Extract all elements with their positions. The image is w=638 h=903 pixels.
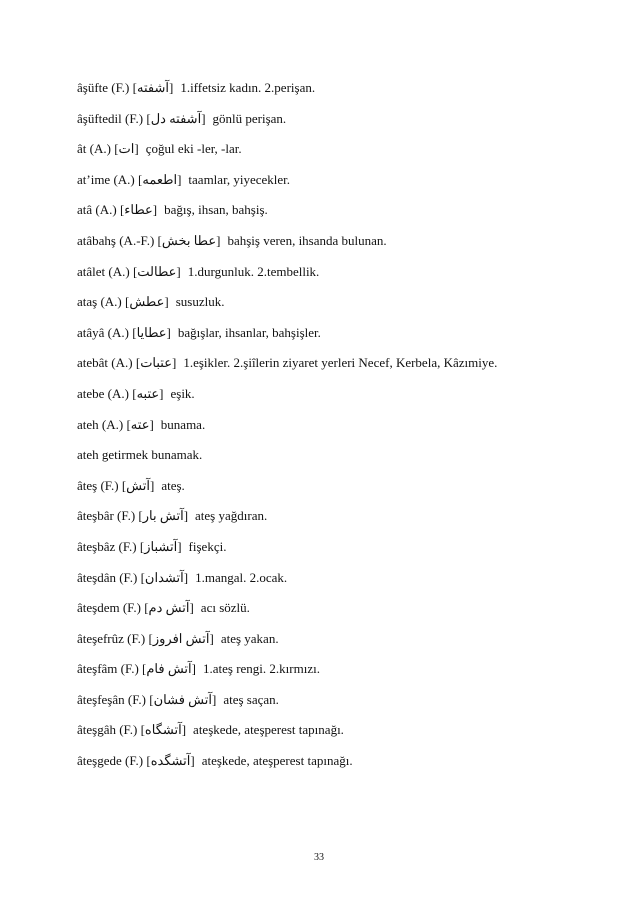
entry-arabic-script: آتشگده (150, 753, 191, 769)
entry-meaning: ateş saçan. (223, 691, 279, 707)
entry-meaning: susuzluk. (175, 294, 225, 310)
dictionary-entry: atâlet (A.) [عطالت] 1.durgunluk. 2.tembellik. (77, 262, 597, 293)
dictionary-entry: âteşgede (F.) [آتشگده] ateşkede, ateşperest tapınağı. (77, 751, 597, 782)
entry-headword: âteşefrûz (F.) (77, 630, 149, 646)
entry-headword: ataş (A.) (77, 294, 126, 310)
entry-arabic-script: آتشباز (144, 538, 178, 554)
dictionary-entry (77, 445, 597, 476)
entry-meaning: fişekçi. (188, 538, 227, 554)
entry-headword: atâyâ (A.) (77, 324, 133, 340)
entry-headword: atâ (A.) (77, 202, 120, 218)
entry-meaning: eşik. (170, 385, 195, 401)
entry-headword: âteşdem (F.) (77, 600, 145, 616)
dictionary-entry: âteş (F.) [آتش] ateş. (77, 476, 597, 507)
dictionary-entry: atâbahş (A.-F.) [عطا بخش] bahşiş veren, ihsanda bulunan. (77, 231, 597, 262)
entry-arabic-script: آتشگاه (144, 722, 182, 738)
entry-meaning: ateş. (161, 477, 185, 493)
entry-arabic-script: عته (130, 416, 150, 432)
dictionary-entry: âteşfeşân (F.) [آتش فشان] ateş saçan. (77, 690, 597, 721)
dictionary-entry: âşüftedil (F.) [آشفته دل] gönlü perişan. (77, 109, 597, 140)
entry-arabic-script: عطالت (137, 263, 177, 279)
entry-arabic-script: ات (118, 141, 135, 157)
entry-headword: âteşfeşân (F.) (77, 691, 150, 707)
entry-arabic-script: آتش فشان (153, 691, 212, 707)
dictionary-entry: âşüfte (F.) [آشفته] 1.iffetsiz kadın. 2.perişan. (77, 78, 597, 109)
entry-meaning: 1.mangal. 2.ocak. (195, 569, 288, 585)
entry-headword: atebe (A.) (77, 385, 133, 401)
dictionary-entry: ateh (A.) [عته] bunama. (77, 415, 597, 446)
dictionary-entry: at’ime (A.) [اطعمه] taamlar, yiyecekler. (77, 170, 597, 201)
entry-meaning: taamlar, yiyecekler. (188, 171, 291, 187)
dictionary-entry: ataş (A.) [عطش] susuzluk. (77, 292, 597, 323)
entry-meaning: çoğul eki -ler, -lar. (145, 141, 242, 157)
dictionary-entry: âteşbâz (F.) [آتشباز] fişekçi. (77, 537, 597, 568)
entry-arabic-script: اطعمه (142, 171, 178, 187)
entry-meaning: bahşiş veren, ihsanda bulunan. (227, 232, 387, 248)
entry-arabic-script: عطا بخش (161, 232, 217, 248)
entry-arabic-script: عتبه (136, 385, 160, 401)
entry-headword: at’ime (A.) (77, 171, 139, 187)
entry-headword: atâbahş (A.-F.) (77, 232, 158, 248)
entry-meaning: gönlü perişan. (212, 110, 287, 126)
entry-meaning: 1.ateş rengi. 2.kırmızı. (203, 661, 320, 677)
entry-arabic-script: آتش فام (146, 661, 192, 677)
entry-arabic-script: آتشدان (144, 569, 184, 585)
entry-arabic-script: عتبات (140, 355, 172, 371)
entry-headword: atâlet (A.) (77, 263, 133, 279)
dictionary-entry: atâ (A.) [عطاء] bağış, ihsan, bahşiş. (77, 200, 597, 231)
entry-headword: âteşgâh (F.) (77, 722, 141, 738)
entry-headword: âteşdân (F.) (77, 569, 141, 585)
dictionary-entry: ât (A.) [ات] çoğul eki -ler, -lar. (77, 139, 597, 170)
entry-meaning: 1.durgunluk. 2.tembellik. (187, 263, 320, 279)
dictionary-entry: âteşgâh (F.) [آتشگاه] ateşkede, ateşperest tapınağı. (77, 720, 597, 751)
dictionary-entry: âteşbâr (F.) [آتش بار] ateş yağdıran. (77, 506, 597, 537)
entry-arabic-script: آتش بار (142, 508, 184, 524)
entry-arabic-script: آتش افروز (152, 630, 210, 646)
dictionary-entry: âteşefrûz (F.) [آتش افروز] ateş yakan. (77, 629, 597, 660)
entry-meaning: bunama. (160, 416, 206, 432)
dictionary-entry: atebât (A.) [عتبات] 1.eşikler. 2.şiîlerin ziyaret yerleri Necef, Kerbela, Kâzımiye. (77, 353, 597, 384)
entry-meaning: 1.eşikler. 2.şiîlerin ziyaret yerleri Necef, Kerbela, Kâzımiye. (183, 355, 498, 371)
entry-arabic-script: عطاء (124, 202, 153, 218)
entry-headword: ateh (A.) (77, 416, 127, 432)
entry-meaning: bağışlar, ihsanlar, bahşişler. (177, 324, 321, 340)
entry-headword: âteşbâz (F.) (77, 538, 140, 554)
entry-meaning: ateş yakan. (220, 630, 279, 646)
entry-arabic-script: آتش دم (148, 600, 190, 616)
entry-headword: âteşgede (F.) (77, 753, 147, 769)
entry-arabic-script: آشفته دل (150, 110, 202, 126)
dictionary-entry: âteşdem (F.) [آتش دم] acı sözlü. (77, 598, 597, 629)
dictionary-entry: âteşfâm (F.) [آتش فام] 1.ateş rengi. 2.kırmızı. (77, 659, 597, 690)
entry-meaning: ateşkede, ateşperest tapınağı. (193, 722, 344, 738)
entry-headword: âşüftedil (F.) (77, 110, 147, 126)
dictionary-entries (77, 78, 597, 782)
dictionary-entry: atâyâ (A.) [عطايا] bağışlar, ihsanlar, bahşişler. (77, 323, 597, 354)
entry-arabic-script: عطش (129, 294, 165, 310)
entry-meaning: ateş yağdıran. (195, 508, 268, 524)
entry-headword: âşüfte (F.) (77, 80, 133, 95)
dictionary-entry: âteşdân (F.) [آتشدان] 1.mangal. 2.ocak. (77, 568, 597, 599)
entry-headword: âteş (F.) (77, 477, 122, 493)
entry-text: ateh getirmek bunamak. (77, 447, 203, 463)
entry-arabic-script: عطايا (136, 324, 167, 340)
entry-headword: âteşfâm (F.) (77, 661, 143, 677)
entry-meaning: 1.iffetsiz kadın. 2.perişan. (180, 80, 316, 95)
entry-headword: âteşbâr (F.) (77, 508, 139, 524)
entry-headword: ât (A.) (77, 141, 115, 157)
entry-meaning: acı sözlü. (200, 600, 250, 616)
entry-meaning: ateşkede, ateşperest tapınağı. (201, 753, 353, 769)
entry-arabic-script: آشفته (136, 80, 169, 95)
entry-meaning: bağış, ihsan, bahşiş. (164, 202, 268, 218)
page-number: 33 (314, 852, 324, 863)
entry-headword: atebât (A.) (77, 355, 136, 371)
entry-arabic-script: آتش (126, 477, 150, 493)
dictionary-entry: atebe (A.) [عتبه] eşik. (77, 384, 597, 415)
